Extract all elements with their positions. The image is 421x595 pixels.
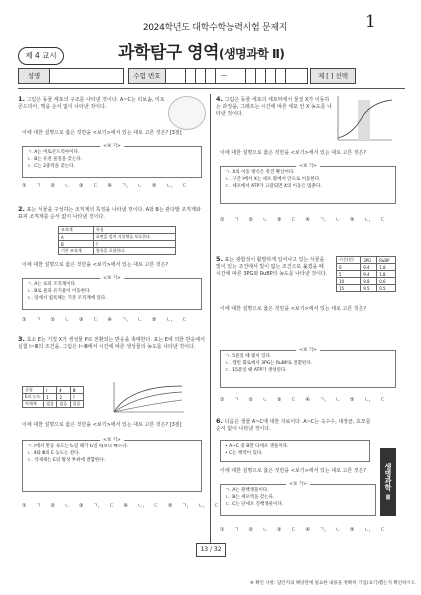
question-1-ask: 이에 대한 설명으로 옳은 것만을 <보기>에서 있는 대로 고른 것은? [3점] (22, 130, 182, 136)
question-2-bogi: <보 기> ㄱ. A는 표피 조직계이다. ㄴ. B로 물과 유기물이 이동한다. ㄷ. 잎에서 엽록체는 기본 조직계에 있다. (22, 278, 202, 310)
subject-side-tab: 생명과학 Ⅱ (380, 448, 396, 516)
question-1-choices[interactable]: ① ㄱ ② ㄴ ③ ㄷ ④ ㄱ, ㄴ ⑤ ㄴ, ㄷ (22, 183, 187, 189)
question-6-bogi: <보 기> ㄱ. A는 원핵생물이다. ㄴ. B는 세포벽을 갖는다. ㄷ. C는 단세포 진핵생물이다. (220, 484, 376, 516)
question-6-stem: 6. 다음은 생물 A~C에 대한 자료이다. A~C는 옥수수, 대장균, 효모를 순서 없이 나타낸 것이다. (216, 417, 371, 432)
page-number: 1 (365, 12, 376, 32)
question-3-bogi: <보 기> ㄱ. Ⅰ에서 반응 속도는 t₁일 때가 t₂일 때보다 빠르다. ㄴ. Ⅱ와 Ⅲ의 E 농도는 같다. ㄷ. 억제제는 E의 활성 부위에 결합한다. (22, 440, 202, 492)
question-1-bogi: <보 기> ㄱ. A는 미토콘드리아이다. ㄴ. B는 유전 물질을 갖는다. ㄷ. C는 2중막을 갖는다. (22, 146, 202, 178)
footer-note: ※ 확인 사항: 답안지의 해당란에 필요한 내용을 정확히 기입(표기)했는지 확인하시오. (250, 581, 417, 586)
question-3-stem: 3. 효소 E는 기질 X가 생성물 P로 전환되는 반응을 촉매한다. 표는 E에 의한 반응에서 실험 Ⅰ~Ⅲ의 조건을, 그림은 Ⅰ~Ⅲ에서 시간에 따른 생성물의 농도를 나타낸 것이다. (18, 335, 205, 350)
enzyme-graph (110, 380, 186, 416)
question-5-ask: 이에 대한 설명으로 옳은 것만을 <보기>에서 있는 대로 고른 것은? (220, 306, 367, 312)
student-info-row (18, 68, 405, 84)
question-5-stem: 5. 표는 광합성이 활발하게 일어나고 있는 식물을 빛이 있는 조건에서 빛이 없는 조건으로 옮겼을 때 시간에 따른 3PG와 RuBP의 농도를 나타낸 것이다. (216, 255, 328, 277)
question-1-stem: 1. 그림은 동물 세포의 구조를 나타낸 것이다. A~C는 리보솜, 미토콘드리아, 핵을 순서 없이 나타낸 것이다. (18, 95, 165, 110)
question-6-choices[interactable]: ① ㄱ ② ㄴ ③ ㄷ ④ ㄱ, ㄴ ⑤ ㄴ, ㄷ (220, 527, 385, 533)
question-3-choices[interactable]: ① ㄱ ② ㄴ ③ ㄱ, ㄷ ④ ㄴ, ㄷ ⑤ ㄱ, ㄴ, ㄷ (22, 503, 219, 509)
question-4-choices[interactable]: ① ㄱ ② ㄴ ③ ㄷ ④ ㄱ, ㄴ ⑤ ㄴ, ㄷ (220, 217, 385, 223)
animal-cell-figure (168, 96, 206, 130)
enzyme-table: 실험 Ⅰ Ⅱ Ⅲ E의 농도 1 2 ? 억제제 없음 없음 있음 (22, 386, 84, 408)
subject-name: (생명과학 Ⅱ) (218, 47, 285, 61)
question-4-stem: 4. 그림은 동물 세포의 세포막에서 물질 X가 이동하는 과정을, 그래프는 시간에 따른 세포 안 X 농도를 나타낸 것이다. (216, 95, 332, 117)
membrane-graph (334, 94, 394, 144)
name-box (18, 68, 124, 84)
footer-page-number: 13 / 32 (196, 543, 226, 557)
question-4-ask: 이에 대한 설명으로 옳은 것만을 <보기>에서 있는 대로 고른 것은? (220, 150, 367, 156)
question-2-ask: 이에 대한 설명으로 옳은 것만을 <보기>에서 있는 대로 고른 것은? (22, 262, 169, 268)
exam-number-dash: — (221, 72, 227, 79)
exam-number-box (128, 68, 308, 84)
name-label: 성명 (19, 69, 50, 83)
session-badge: 제 4 교시 (18, 47, 64, 65)
calvin-table: 시간(분) 3PG RuBP 0 9.4 1.8 5 9.4 1.8 10 9.8 0.6 15 9.5 0.5 (336, 256, 396, 292)
question-6-ask: 이에 대한 설명으로 옳은 것만을 <보기>에서 있는 대로 고른 것은? (220, 468, 367, 474)
question-2-choices[interactable]: ① ㄱ ② ㄴ ③ ㄷ ④ ㄱ, ㄴ ⑤ ㄴ, ㄷ (22, 317, 187, 323)
question-6-info-box: • A~C 중 B만 다세포 생물이다. • C는 핵막이 있다. (220, 440, 370, 462)
tissue-table: 조직계 특징 A 표면을 덮어 식물체를 보호한다. B ? 기본 조직계 엽육을 포함한다. (58, 226, 176, 255)
main-title-text: 과학탐구 영역 (118, 43, 219, 63)
choice-box: 제 [ ] 선택 (310, 68, 356, 84)
question-5-choices[interactable]: ① ㄱ ② ㄴ ③ ㄷ ④ ㄱ, ㄴ ⑤ ㄴ, ㄷ (220, 397, 385, 403)
exam-number-label: 수험 번호 (129, 69, 166, 83)
exam-title: 2024학년도 대학수학능력시험 문제지 (142, 23, 288, 33)
question-3-ask: 이에 대한 설명으로 옳은 것만을 <보기>에서 있는 대로 고른 것은? [3점] (22, 422, 182, 428)
subject-title (118, 38, 318, 63)
question-5-bogi: <보 기> ㄱ. 5분일 때 빛이 있다. ㄴ. 캘빈 회로에서 3PG는 RuBP로 전환된다. ㄷ. 15분일 때 ATP가 생성된다. (220, 350, 396, 388)
question-4-bogi: <보 기> ㄱ. X의 이동 방식은 촉진 확산이다. ㄴ. 구간 Ⅰ에서 X는 세포 밖에서 안으로 이동한다. ㄷ. 세포에서 ATP가 고갈되면 X의 이동은 멈춘다. (220, 166, 396, 204)
question-2-stem: 2. 표는 식물을 구성하는 조직계의 특징을 나타낸 것이다. A와 B는 관다발 조직계와 표피 조직계를 순서 없이 나타낸 것이다. (18, 205, 201, 220)
